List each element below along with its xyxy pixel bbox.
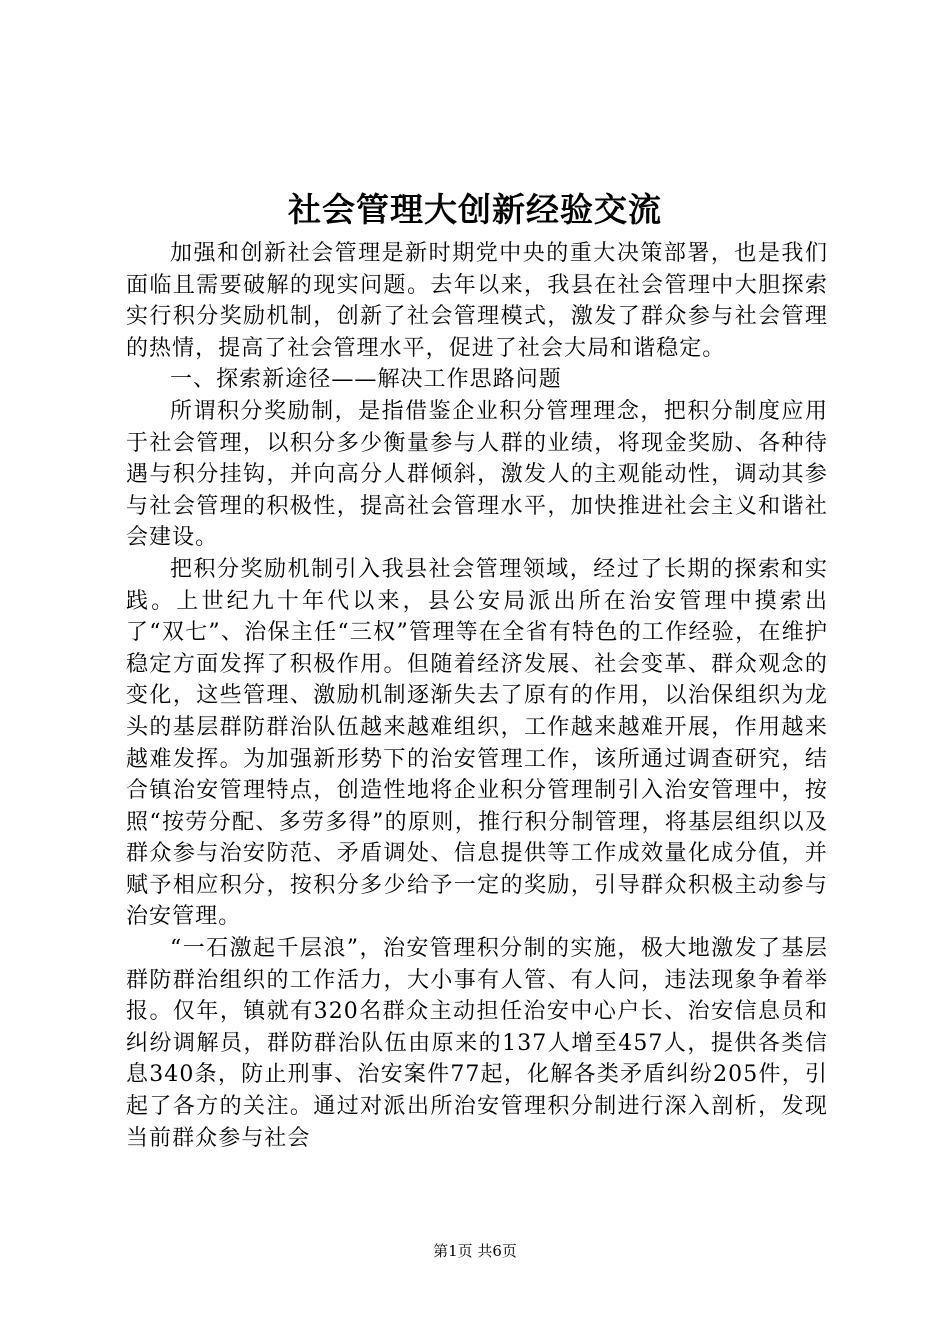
paragraph-results: “一石激起千层浪”，治安管理积分制的实施，极大地激发了基层群防群治组织的工作活力，大小事有人管、有人问，违法现象争着举报。仅年，镇就有320名群众主动担任治安中心户长、治安信息员和纠纷调解员，群防群治队伍由原来的137人增至457人，提供各类信息340条，防止刑事、治安案件77起，化解各类矛盾纠纷205件，引起了各方的关注。通过对派出所治安管理积分制进行深入剖析，发现当前群众参与社会: [126, 936, 828, 1151]
section-heading-1: 一、探索新途径——解决工作思路问题: [170, 367, 562, 393]
paragraph-definition: 所谓积分奖励制，是指借鉴企业积分管理理念，把积分制度应用于社会管理，以积分多少衡量参与人群的业绩，将现金奖励、各种待遇与积分挂钩，并向高分人群倾斜，激发人的主观能动性，调动其参与社会管理的积极性，提高社会管理水平，加快推进社会主义和谐社会建设。: [126, 398, 828, 551]
page-footer: 第1页 共6页: [433, 1242, 517, 1260]
paragraph-history: 把积分奖励机制引入我县社会管理领域，经过了长期的探索和实践。上世纪九十年代以来，县公安局派出所在治安管理中摸索出了“双七”、治保主任“三权”管理等在全省有特色的工作经验，在维护稳定方面发挥了积极作用。但随着经济发展、社会变革、群众观念的变化，这些管理、激励机制逐渐失去了原有的作用，以治保组织为龙头的基层群防群治队伍越来越难组织，工作越来越难开展，作用越来越难发挥。为加强新形势下的治安管理工作，该所通过调查研究，结合镇治安管理特点，创造性地将企业积分管理制引入治安管理中，按照“按劳分配、多劳多得”的原则，推行积分制管理，将基层组织以及群众参与治安防范、矛盾调处、信息提供等工作成效量化成分值，并赋予相应积分，按积分多少给予一定的奖励，引导群众积极主动参与治安管理。: [126, 556, 828, 930]
paragraph-intro: 加强和创新社会管理是新时期党中央的重大决策部署，也是我们面临且需要破解的现实问题。去年以来，我县在社会管理中大胆探索实行积分奖励机制，创新了社会管理模式，激发了群众参与社会管理的热情，提高了社会管理水平，促进了社会大局和谐稳定。: [126, 241, 828, 361]
document-title: 社会管理大创新经验交流: [288, 190, 662, 229]
document-body: [126, 238, 828, 1154]
